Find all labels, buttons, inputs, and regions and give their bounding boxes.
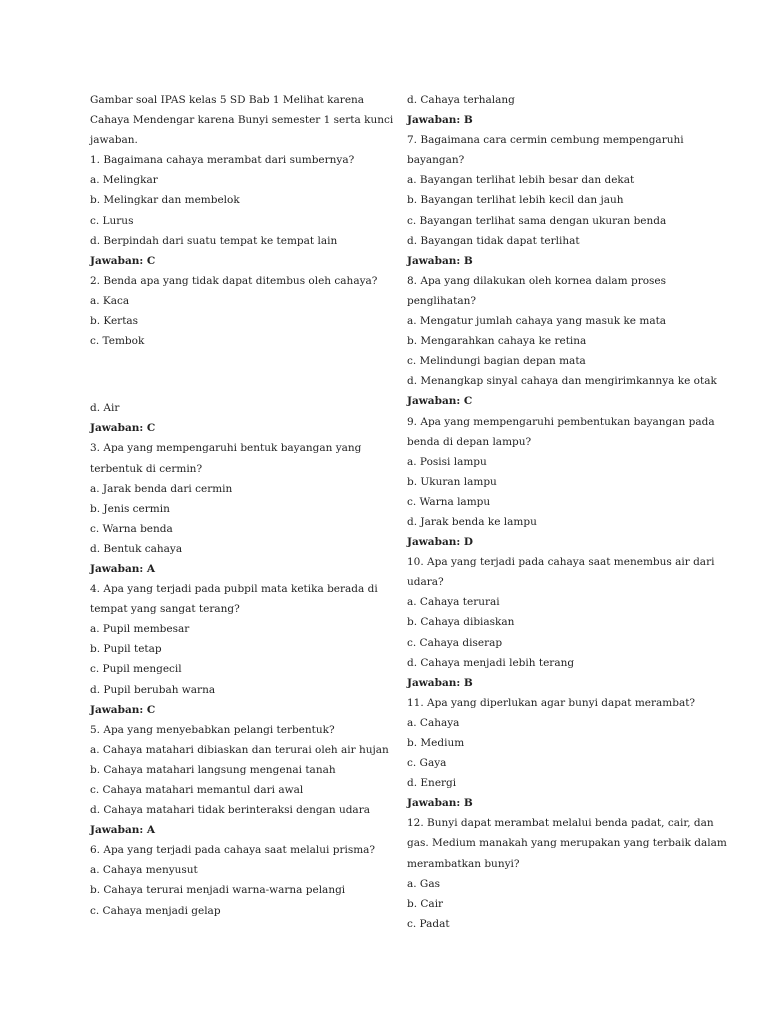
text-line: c. Cahaya diserap xyxy=(407,636,503,649)
text-line: 9. Apa yang mempengaruhi pembentukan bayangan pada xyxy=(407,415,715,428)
text-line: b. Mengarahkan cahaya ke retina xyxy=(407,335,587,348)
text-line: bayangan? xyxy=(407,154,465,167)
text-line: b. Cahaya terurai menjadi warna-warna pelangi xyxy=(90,884,346,897)
text-line: b. Cahaya matahari langsung mengenai tanah xyxy=(90,763,336,776)
text-line: b. Medium xyxy=(407,737,465,749)
text-line: 1. Bagaimana cahaya merambat dari sumbernya? xyxy=(90,154,355,167)
text-line: c. Warna benda xyxy=(90,522,173,535)
text-line: merambatkan bunyi? xyxy=(407,857,520,870)
text-line: d. Menangkap sinyal cahaya dan mengirimkannya ke otak xyxy=(407,375,717,388)
text-line: d. Bentuk cahaya xyxy=(90,542,183,555)
text-line: b. Cair xyxy=(407,897,444,910)
left-column xyxy=(90,90,394,921)
text-line: c. Melindungi bagian depan mata xyxy=(407,355,586,368)
text-line: Cahaya Mendengar karena Bunyi semester 1 serta kunci xyxy=(90,114,394,127)
text-line: a. Melingkar xyxy=(90,174,158,187)
text-line: a. Jarak benda dari cermin xyxy=(90,482,233,495)
answer-key-line: Jawaban: C xyxy=(407,395,473,408)
text-line: a. Pupil membesar xyxy=(90,623,190,636)
text-line: d. Air xyxy=(90,402,120,415)
text-line: a. Bayangan terlihat lebih besar dan dekat xyxy=(407,174,635,187)
text-line: c. Cahaya matahari memantul dari awal xyxy=(90,784,304,796)
text-line: d. Bayangan tidak dapat terlihat xyxy=(407,234,580,247)
text-line: b. Melingkar dan membelok xyxy=(90,194,240,207)
text-line: a. Cahaya xyxy=(407,716,460,729)
text-line: 3. Apa yang mempengaruhi bentuk bayangan yang xyxy=(90,442,362,455)
text-line: d. Cahaya terhalang xyxy=(407,94,515,106)
answer-key-line: Jawaban: C xyxy=(90,703,156,716)
text-line: b. Pupil tetap xyxy=(90,643,162,656)
text-line: b. Jenis cermin xyxy=(90,502,170,515)
text-line: b. Kertas xyxy=(90,315,139,328)
text-line: c. Tembok xyxy=(90,335,145,348)
text-line: Gambar soal IPAS kelas 5 SD Bab 1 Melihat karena xyxy=(90,94,365,106)
answer-key-line: Jawaban: C xyxy=(90,422,156,435)
text-line: a. Kaca xyxy=(90,294,130,307)
text-line: 5. Apa yang menyebabkan pelangi terbentuk? xyxy=(90,723,335,736)
text-line: a. Mengatur jumlah cahaya yang masuk ke mata xyxy=(407,315,667,328)
right-column xyxy=(407,90,727,934)
answer-key-line: Jawaban: B xyxy=(407,254,473,267)
text-line: d. Pupil berubah warna xyxy=(90,683,216,696)
text-line: d. Cahaya matahari tidak berinteraksi dengan udara xyxy=(90,804,370,817)
text-line: d. Cahaya menjadi lebih terang xyxy=(407,656,575,669)
text-line: 2. Benda apa yang tidak dapat ditembus oleh cahaya? xyxy=(90,274,378,287)
text-line: udara? xyxy=(407,576,444,589)
text-line: c. Padat xyxy=(407,917,450,930)
text-line: 12. Bunyi dapat merambat melalui benda padat, cair, dan xyxy=(407,817,714,830)
text-line: d. Energi xyxy=(407,777,457,790)
text-line: b. Bayangan terlihat lebih kecil dan jauh xyxy=(407,194,624,207)
text-line: 6. Apa yang terjadi pada cahaya saat melalui prisma? xyxy=(90,844,376,857)
text-line: a. Cahaya terurai xyxy=(407,596,500,609)
text-line: c. Bayangan terlihat sama dengan ukuran benda xyxy=(407,214,667,227)
text-line: d. Berpindah dari suatu tempat ke tempat lain xyxy=(90,234,338,247)
text-line: tempat yang sangat terang? xyxy=(90,603,240,616)
text-line: a. Cahaya menyusut xyxy=(90,864,198,877)
answer-key-line: Jawaban: B xyxy=(407,676,473,689)
text-line: 10. Apa yang terjadi pada cahaya saat menembus air dari xyxy=(407,556,715,569)
text-line: c. Lurus xyxy=(90,214,134,227)
text-line: 8. Apa yang dilakukan oleh kornea dalam proses xyxy=(407,274,667,287)
blank-gap xyxy=(90,351,380,398)
answer-key-line: Jawaban: B xyxy=(407,797,473,810)
text-line: penglihatan? xyxy=(407,294,477,307)
text-line: b. Ukuran lampu xyxy=(407,475,497,488)
text-line: a. Gas xyxy=(407,877,440,890)
answer-key-line: Jawaban: A xyxy=(90,824,156,837)
text-line: a. Posisi lampu xyxy=(407,455,487,468)
text-line: 7. Bagaimana cara cermin cembung mempengaruhi xyxy=(407,134,684,147)
text-line: benda di depan lampu? xyxy=(407,435,532,448)
answer-key-line: Jawaban: C xyxy=(90,254,156,267)
text-line: c. Warna lampu xyxy=(407,495,491,508)
answer-key-line: Jawaban: A xyxy=(90,562,156,575)
text-line: jawaban. xyxy=(90,134,138,147)
text-line: 4. Apa yang terjadi pada pubpil mata ketika berada di xyxy=(90,583,378,596)
text-line: c. Gaya xyxy=(407,757,447,770)
text-line: b. Cahaya dibiaskan xyxy=(407,616,515,629)
answer-key-line: Jawaban: D xyxy=(407,536,474,549)
text-line: terbentuk di cermin? xyxy=(90,462,203,475)
text-line: c. Pupil mengecil xyxy=(90,663,182,676)
text-line: 11. Apa yang diperlukan agar bunyi dapat merambat? xyxy=(407,696,696,709)
text-line: c. Cahaya menjadi gelap xyxy=(90,904,221,917)
text-line: d. Jarak benda ke lampu xyxy=(407,515,537,528)
text-line: gas. Medium manakah yang merupakan yang terbaik dalam xyxy=(407,837,727,850)
text-line: a. Cahaya matahari dibiaskan dan terurai oleh air hujan xyxy=(90,743,389,756)
answer-key-line: Jawaban: B xyxy=(407,114,473,127)
